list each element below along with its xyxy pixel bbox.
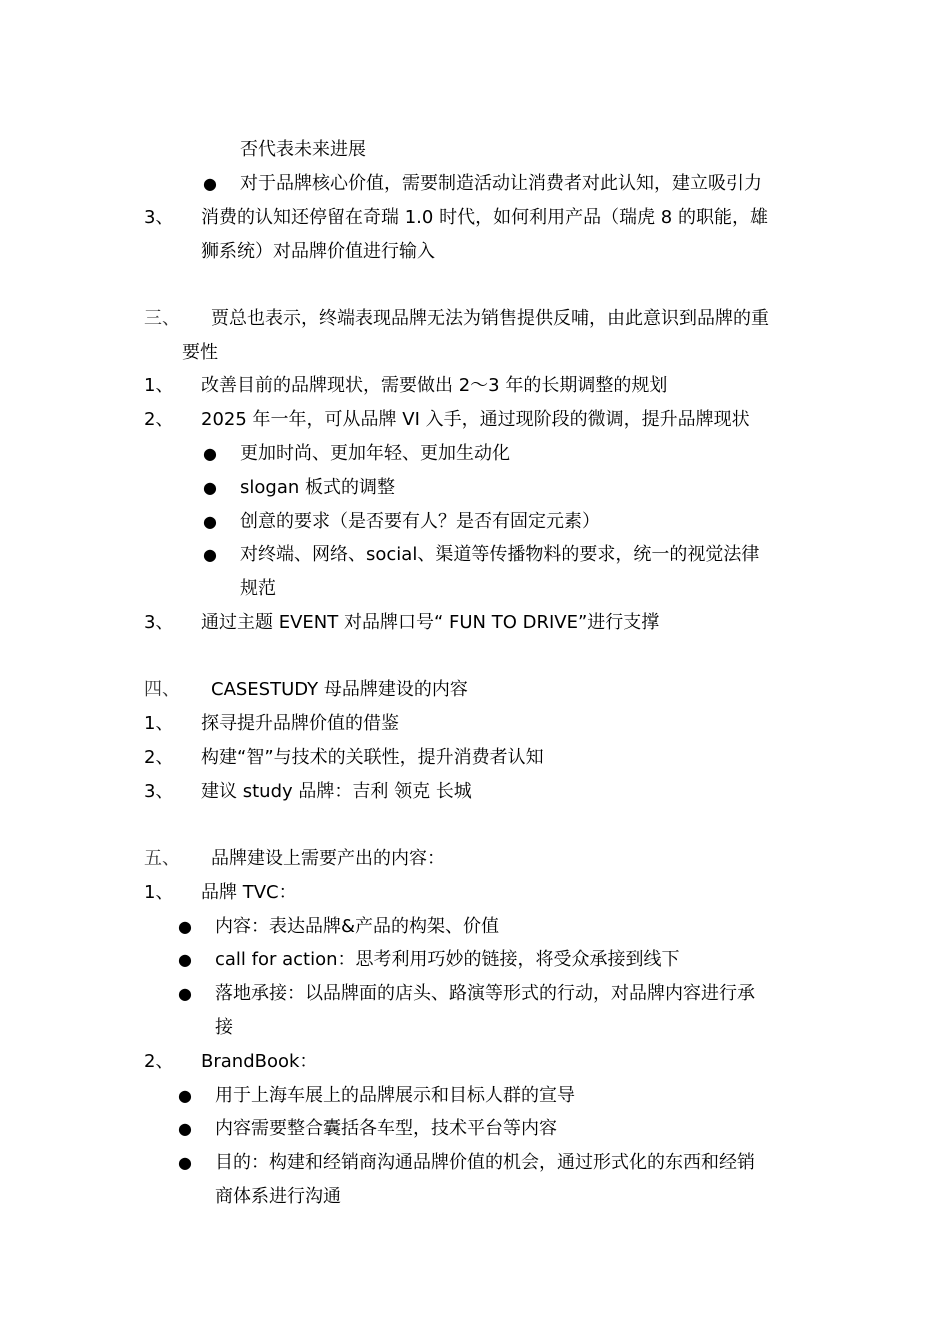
- bullet-text: 更加时尚、更加年轻、更加生动化: [240, 443, 510, 464]
- bullet-icon: ●: [178, 1153, 192, 1172]
- section-heading: 贾总也表示，终端表现品牌无法为销售提供反哺，由此意识到品牌的重: [211, 308, 769, 329]
- list-item-text: 探寻提升品牌价值的借鉴: [201, 713, 399, 734]
- section-number: 五、: [144, 848, 180, 869]
- section-heading: CASESTUDY 母品牌建设的内容: [211, 679, 468, 700]
- bullet-text-cont: 规范: [240, 578, 276, 599]
- list-item-text: 2025 年一年，可从品牌 VI 入手，通过现阶段的微调，提升品牌现状: [201, 409, 750, 430]
- bullet-text: 对于品牌核心价值，需要制造活动让消费者对此认知，建立吸引力: [240, 173, 762, 194]
- section-heading: 品牌建设上需要产出的内容：: [211, 848, 445, 869]
- bullet-text-cont: 商体系进行沟通: [215, 1186, 341, 1207]
- list-item-text: 改善目前的品牌现状，需要做出 2～3 年的长期调整的规划: [201, 375, 668, 396]
- bullet-text: call for action：思考利用巧妙的链接，将受众承接到线下: [215, 949, 680, 970]
- bullet-text: slogan 板式的调整: [240, 477, 395, 498]
- bullet-icon: ●: [203, 478, 217, 497]
- bullet-text: 目的：构建和经销商沟通品牌价值的机会，通过形式化的东西和经销: [215, 1152, 755, 1173]
- list-number: 2、: [144, 409, 174, 430]
- bullet-text: 内容需要整合囊括各车型，技术平台等内容: [215, 1118, 557, 1139]
- list-number: 2、: [144, 1051, 174, 1072]
- list-item-text: 建议 study 品牌：吉利 领克 长城: [201, 781, 472, 802]
- list-number: 2、: [144, 747, 174, 768]
- bullet-text: 创意的要求（是否要有人？是否有固定元素）: [240, 511, 600, 532]
- section-number: 四、: [144, 679, 180, 700]
- bullet-icon: ●: [178, 984, 192, 1003]
- list-item-text: 消费的认知还停留在奇瑞 1.0 时代，如何利用产品（瑞虎 8 的职能，雄: [201, 207, 768, 228]
- list-number: 1、: [144, 713, 174, 734]
- bullet-icon: ●: [178, 1119, 192, 1138]
- bullet-text-cont: 接: [215, 1017, 233, 1038]
- bullet-icon: ●: [178, 917, 192, 936]
- bullet-text: 对终端、网络、social、渠道等传播物料的要求，统一的视觉法律: [240, 544, 760, 565]
- bullet-icon: ●: [178, 950, 192, 969]
- list-number: 3、: [144, 612, 174, 633]
- list-item-text: 构建“智”与技术的关联性，提升消费者认知: [201, 747, 544, 768]
- bullet-icon: ●: [203, 174, 217, 193]
- list-item-text-cont: 狮系统）对品牌价值进行输入: [201, 241, 435, 262]
- list-item-text: 通过主题 EVENT 对品牌口号“ FUN TO DRIVE”进行支撑: [201, 612, 660, 633]
- bullet-icon: ●: [203, 545, 217, 564]
- bullet-icon: ●: [178, 1086, 192, 1105]
- list-number: 1、: [144, 375, 174, 396]
- bullet-icon: ●: [203, 512, 217, 531]
- continuation-text: 否代表未来进展: [240, 139, 366, 160]
- list-item-text: BrandBook：: [201, 1051, 318, 1072]
- section-heading-cont: 要性: [182, 342, 218, 363]
- bullet-text: 落地承接：以品牌面的店头、路演等形式的行动，对品牌内容进行承: [215, 983, 755, 1004]
- list-number: 3、: [144, 207, 174, 228]
- bullet-text: 内容：表达品牌&产品的构架、价值: [215, 916, 500, 937]
- bullet-icon: ●: [203, 444, 217, 463]
- bullet-text: 用于上海车展上的品牌展示和目标人群的宣导: [215, 1085, 575, 1106]
- list-item-text: 品牌 TVC：: [201, 882, 297, 903]
- list-number: 1、: [144, 882, 174, 903]
- list-number: 3、: [144, 781, 174, 802]
- section-number: 三、: [144, 308, 180, 329]
